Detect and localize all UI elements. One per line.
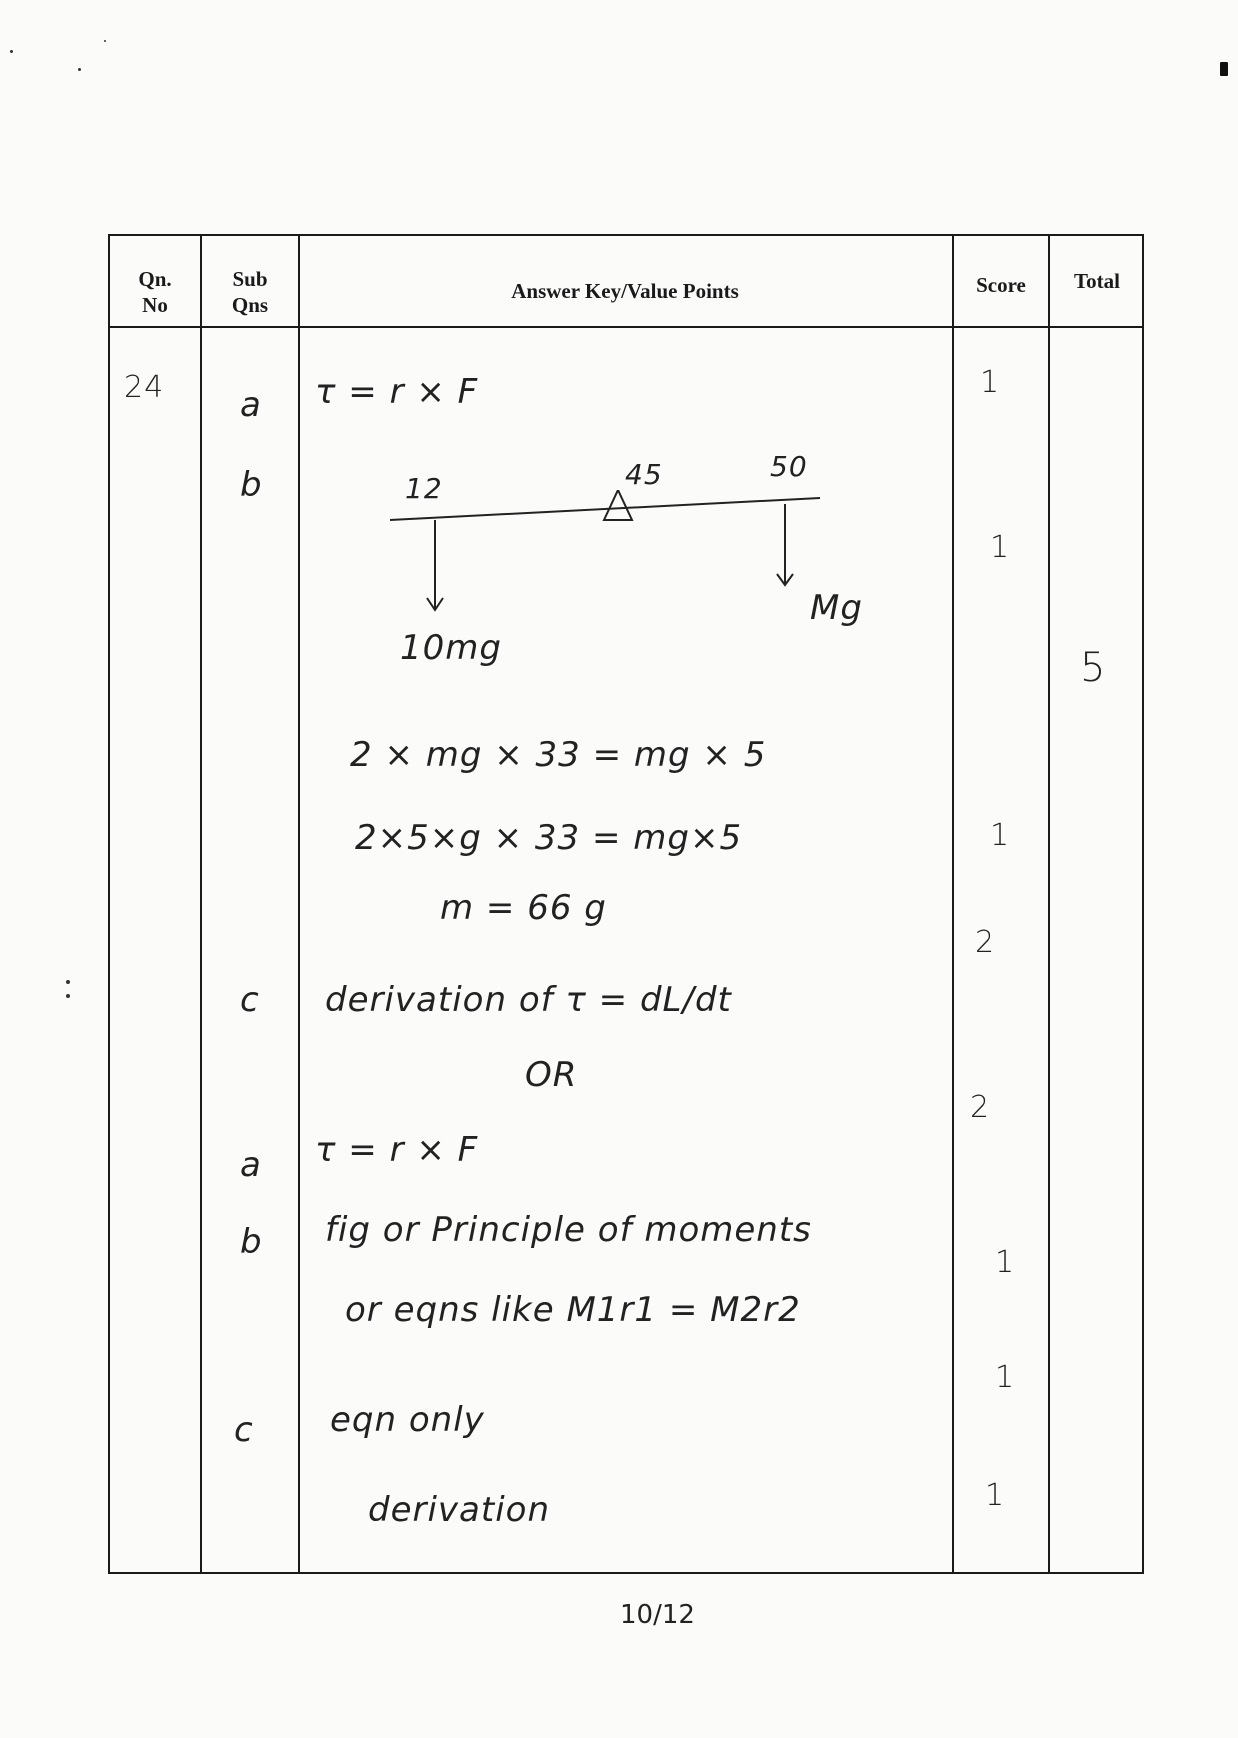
score-value: 1 bbox=[990, 818, 1011, 853]
scan-speck bbox=[66, 980, 70, 984]
scan-speck bbox=[66, 994, 70, 998]
question-number: 24 bbox=[124, 370, 165, 405]
score-value: 1 bbox=[995, 1360, 1016, 1395]
score-value: 2 bbox=[970, 1090, 991, 1125]
answer-key-table bbox=[108, 234, 1144, 1574]
scan-speck bbox=[10, 50, 13, 53]
answer-line: or eqns like M1r1 = M2r2 bbox=[345, 1290, 801, 1330]
answer-line: 2×5×g × 33 = mg×5 bbox=[355, 818, 743, 858]
answer-line: τ = r × F bbox=[315, 372, 479, 412]
sub-question-label: a bbox=[240, 385, 262, 425]
answer-line: derivation bbox=[368, 1490, 551, 1530]
header-total: Total bbox=[1074, 269, 1120, 293]
score-value: 1 bbox=[990, 530, 1011, 565]
sub-question-label: c bbox=[240, 980, 260, 1020]
score-value: 1 bbox=[985, 1478, 1006, 1513]
scale-label-45: 45 bbox=[625, 458, 663, 491]
answer-line: derivation of τ = dL/dt bbox=[325, 980, 732, 1020]
page-number: 10/12 bbox=[620, 1600, 695, 1630]
header-qn-no: Qn. No bbox=[138, 267, 172, 317]
score-value: 2 bbox=[975, 925, 996, 960]
answer-line: 2 × mg × 33 = mg × 5 bbox=[350, 735, 767, 775]
scale-label-12: 12 bbox=[405, 472, 443, 505]
sub-question-label: c bbox=[234, 1410, 254, 1450]
scan-speck bbox=[78, 68, 81, 71]
total-score: 5 bbox=[1080, 645, 1107, 691]
scan-speck bbox=[104, 40, 106, 42]
answer-line: eqn only bbox=[330, 1400, 485, 1440]
left-force-label: 10mg bbox=[400, 628, 502, 668]
score-value: 1 bbox=[980, 365, 1001, 400]
fulcrum-triangle bbox=[604, 490, 632, 520]
sub-question-label: a bbox=[240, 1145, 262, 1185]
scan-speck bbox=[1220, 62, 1228, 76]
sub-question-label: b bbox=[240, 1222, 263, 1262]
header-score: Score bbox=[976, 273, 1026, 297]
answer-line: m = 66 g bbox=[440, 888, 607, 928]
answer-line: τ = r × F bbox=[315, 1130, 479, 1170]
score-value: 1 bbox=[995, 1245, 1016, 1280]
scale-label-50: 50 bbox=[770, 450, 808, 483]
sub-question-label: b bbox=[240, 465, 263, 505]
header-answer-key: Answer Key/Value Points bbox=[511, 279, 739, 303]
header-sub-qns: Sub Qns bbox=[231, 267, 269, 317]
answer-line: OR bbox=[525, 1055, 578, 1095]
answer-line: fig or Principle of moments bbox=[325, 1210, 812, 1250]
right-force-label: Mg bbox=[810, 588, 863, 628]
